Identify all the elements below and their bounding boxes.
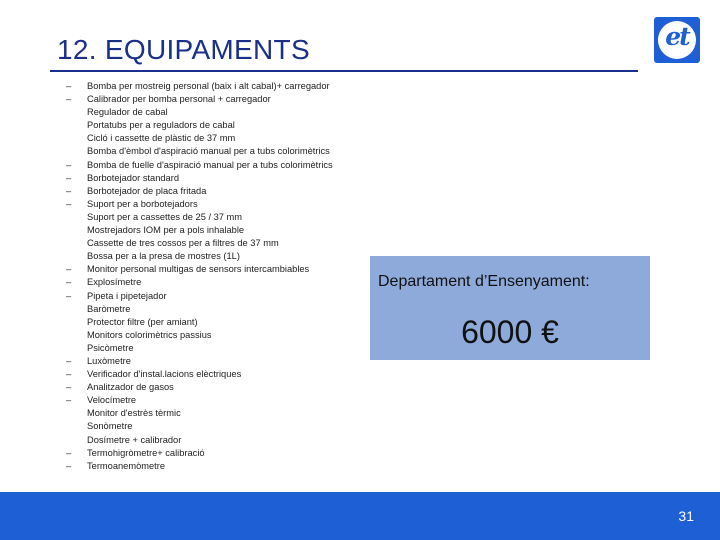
list-item-text: Borbotejador standard <box>87 172 179 183</box>
list-item-text: Cassette de tres cossos per a filtres de 37 mm <box>87 238 279 249</box>
list-item <box>66 119 333 132</box>
list-item-text: Psicòmetre <box>87 342 134 353</box>
list-item <box>66 407 333 420</box>
list-item <box>66 303 333 316</box>
list-item-text: Suport per a borbotejadors <box>87 198 198 209</box>
list-item-text: Velocímetre <box>87 395 137 406</box>
list-item <box>66 93 333 106</box>
footer-bar <box>0 492 720 540</box>
list-bullet: – <box>66 81 72 91</box>
list-item-text: Bomba de fuelle d'aspiració manual per a tubs colorimètrics <box>87 159 333 170</box>
et-logo-icon <box>654 17 700 63</box>
list-item-text: Monitor personal multigas de sensors intercambiables <box>87 264 310 275</box>
page-number: 31 <box>678 508 694 524</box>
list-item <box>66 80 333 93</box>
list-item <box>66 434 333 447</box>
list-bullet: – <box>66 264 72 275</box>
list-item <box>66 198 333 211</box>
list-item <box>66 263 333 276</box>
list-item <box>66 250 333 263</box>
list-item <box>66 460 333 473</box>
list-item <box>66 172 333 185</box>
list-item <box>66 368 333 381</box>
list-item-text: Analitzador de gasos <box>87 382 174 393</box>
list-item-text: Pipeta i pipetejador <box>87 290 167 301</box>
list-item-text: Verificador d'instal.lacions elèctriques <box>87 369 242 380</box>
budget-box <box>370 256 650 360</box>
list-bullet: – <box>66 395 72 406</box>
list-bullet: – <box>66 198 72 209</box>
list-item <box>66 329 333 342</box>
list-bullet: – <box>66 382 72 393</box>
list-item <box>66 145 333 158</box>
list-item <box>66 381 333 394</box>
title-divider <box>50 70 638 72</box>
list-bullet: – <box>66 355 72 366</box>
list-item <box>66 224 333 237</box>
list-item-text: Calibrador per bomba personal + carregador <box>87 94 271 105</box>
list-item-text: Regulador de cabal <box>87 107 168 118</box>
list-item-text: Monitor d'estrès tèrmic <box>87 408 181 419</box>
equipment-list <box>66 80 333 473</box>
logo-text: et <box>665 22 689 51</box>
budget-amount: 6000 € <box>461 314 559 350</box>
list-item <box>66 447 333 460</box>
list-item <box>66 355 333 368</box>
list-item-text: Suport per a cassettes de 25 / 37 mm <box>87 211 243 222</box>
list-item <box>66 211 333 224</box>
list-item-text: Baròmetre <box>87 303 131 314</box>
list-item <box>66 420 333 433</box>
list-item-text: Explosímetre <box>87 277 142 288</box>
list-item-text: Sonòmetre <box>87 421 133 432</box>
list-item-text: Luxòmetre <box>87 355 131 366</box>
list-bullet: – <box>66 460 72 471</box>
list-item-text: Termohigròmetre+ calibració <box>87 447 205 458</box>
list-item-text: Mostrejadors IOM per a pols inhalable <box>87 225 245 236</box>
list-item <box>66 132 333 145</box>
list-item <box>66 394 333 407</box>
list-bullet: – <box>66 159 72 170</box>
list-bullet: – <box>66 277 72 288</box>
list-item-text: Bomba per mostreig personal (baix i alt cabal)+ carregador <box>87 81 330 91</box>
list-bullet: – <box>66 290 72 301</box>
list-item-text: Cicló i cassette de plàstic de 37 mm <box>87 133 236 144</box>
list-item-text: Bomba d'èmbol d'aspiració manual per a tubs colorimètrics <box>87 146 330 157</box>
list-item <box>66 185 333 198</box>
list-item-text: Termoanemòmetre <box>87 460 166 471</box>
list-item <box>66 276 333 289</box>
list-bullet: – <box>66 185 72 196</box>
list-item <box>66 290 333 303</box>
list-item-text: Dosímetre + calibrador <box>87 434 182 445</box>
list-item <box>66 342 333 355</box>
list-item <box>66 106 333 119</box>
slide-title: 12. EQUIPAMENTS <box>57 34 310 65</box>
list-item-text: Monitors colorimètrics passius <box>87 329 212 340</box>
list-item-text: Bossa per a la presa de mostres (1L) <box>87 251 240 262</box>
list-item-text: Portatubs per a reguladors de cabal <box>87 120 235 131</box>
list-item <box>66 159 333 172</box>
list-bullet: – <box>66 369 72 380</box>
list-item <box>66 237 333 250</box>
budget-department: Departament d’Ensenyament: <box>378 273 590 290</box>
list-item <box>66 316 333 329</box>
list-item-text: Protector filtre (per amiant) <box>87 316 198 327</box>
list-bullet: – <box>66 172 72 183</box>
list-bullet: – <box>66 94 72 105</box>
list-item-text: Borbotejador de placa fritada <box>87 185 207 196</box>
list-bullet: – <box>66 447 72 458</box>
